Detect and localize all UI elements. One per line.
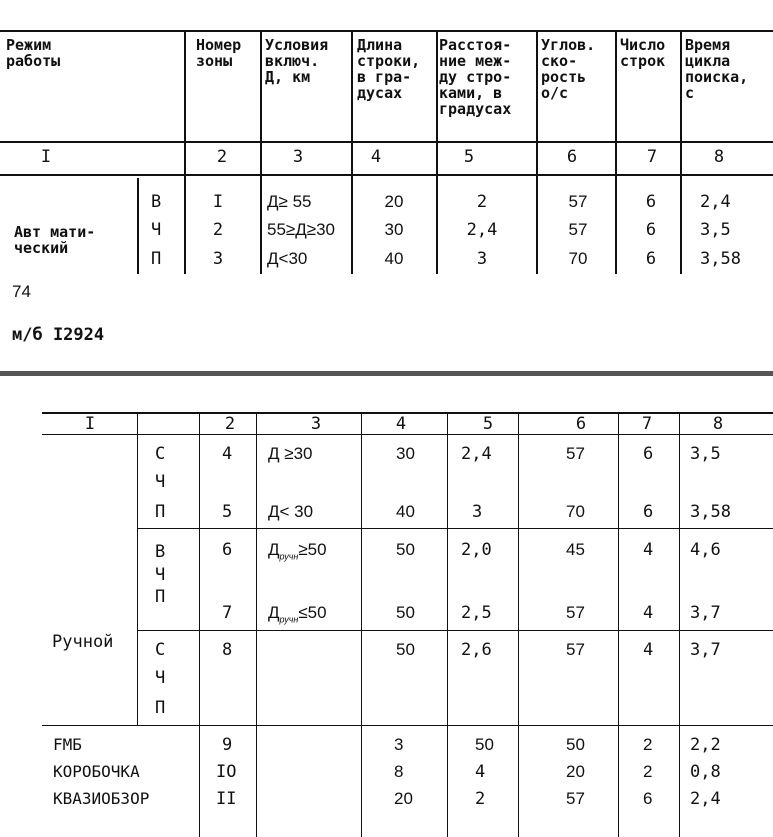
mode-automatic: Авт мати- ческий (14, 223, 96, 257)
zone-cell: IO (216, 762, 237, 782)
length-cell: 40 (384, 249, 404, 268)
subcol-divider (137, 412, 138, 726)
colnum: 8 (712, 414, 724, 434)
header-line-distance: Расстоя- ние меж- ду стро- ками, в градусах (439, 36, 512, 118)
colnum: 4 (370, 147, 382, 167)
subcol-divider (137, 178, 139, 274)
length-cell: 20 (384, 192, 404, 211)
sub-mode: С (155, 444, 166, 464)
col-divider (436, 30, 438, 274)
stamp-text: м/б I2924 (12, 325, 105, 345)
speed-cell: 57 (568, 192, 588, 211)
length-cell: 20 (394, 789, 413, 808)
top-rule (0, 30, 773, 32)
time-cell: 3,7 (690, 603, 721, 623)
length-cell: 50 (396, 640, 415, 659)
lines-cell: 6 (645, 249, 657, 269)
sub-mode: П (151, 249, 162, 269)
colnum: 8 (713, 147, 725, 167)
col-divider (351, 30, 353, 274)
sub-mode: В (155, 542, 166, 562)
zone-cell: 6 (222, 540, 233, 560)
mode-name: FМБ (53, 735, 82, 754)
sub-mode: П (155, 502, 166, 522)
colnum: I (40, 147, 52, 167)
condition-cell: Д≥ 55 (267, 192, 312, 211)
length-cell: 50 (396, 540, 415, 559)
colnum: 2 (216, 147, 228, 167)
zone-cell: 8 (222, 640, 233, 660)
colnum: 6 (566, 147, 578, 167)
colnum: 2 (224, 414, 236, 434)
sub-mode: Ч (155, 472, 166, 492)
mode-manual: Ручной (52, 632, 114, 652)
speed-cell: 57 (566, 789, 585, 808)
colnum: 3 (310, 414, 322, 434)
speed-cell: 57 (566, 603, 585, 622)
distance-cell: 50 (475, 735, 494, 754)
distance-cell: 2,4 (461, 444, 492, 464)
condition-cell: Д< 30 (268, 502, 314, 521)
header-rule (0, 141, 773, 143)
colnum: 4 (395, 414, 407, 434)
lines-cell: 4 (643, 640, 654, 660)
length-cell: 3 (394, 735, 404, 754)
time-cell: 3,5 (700, 220, 731, 240)
distance-cell: 3 (472, 502, 483, 522)
zone-cell: 9 (222, 735, 233, 755)
length-cell: 30 (396, 444, 415, 463)
time-cell: 0,8 (690, 762, 721, 782)
col-divider (536, 30, 538, 274)
lines-cell: 6 (643, 502, 654, 522)
sub-mode: В (151, 192, 162, 212)
col-divider (199, 412, 200, 837)
time-cell: 3,5 (690, 444, 721, 464)
colnum-rule (0, 174, 773, 176)
time-cell: 2,4 (690, 789, 721, 809)
col-divider (256, 412, 257, 837)
distance-cell: 2,6 (461, 640, 492, 660)
speed-cell: 45 (566, 540, 585, 559)
sub-mode: П (155, 698, 166, 718)
distance-cell: 2 (475, 789, 486, 809)
lines-cell: 6 (645, 192, 657, 212)
header-angular-speed: Углов. ско- рость о/с (541, 36, 596, 102)
sub-mode: Ч (155, 668, 166, 688)
colnum: 5 (463, 147, 475, 167)
time-cell: 2,2 (690, 735, 721, 755)
length-cell: 30 (384, 220, 404, 239)
col-divider (680, 30, 682, 274)
zone-cell: 7 (222, 603, 233, 623)
zone-cell: 4 (222, 444, 233, 464)
colnum: 7 (646, 147, 658, 167)
col-divider (615, 30, 617, 274)
length-cell: 50 (396, 603, 415, 622)
condition-cell: Д<30 (267, 249, 308, 268)
distance-cell: 2,4 (466, 220, 498, 240)
header-line-length: Длина строки, в гра- дусах (357, 36, 421, 102)
length-cell: 8 (394, 762, 404, 781)
zone-cell: I (212, 192, 224, 212)
condition-cell: 55≥Д≥30 (267, 220, 335, 239)
zone-cell: 2 (212, 220, 224, 240)
speed-cell: 70 (568, 249, 588, 268)
sub-mode: Ч (151, 220, 162, 240)
condition-cell: $Д_{ручн}\ge 50$ (268, 540, 327, 562)
speed-cell: 57 (566, 444, 585, 463)
col-divider (447, 412, 448, 837)
header-cycle-time: Время цикла поиска, с (685, 36, 749, 102)
col-divider (618, 412, 619, 837)
header-zone: Номер зоны (196, 36, 242, 70)
speed-cell: 20 (566, 762, 585, 781)
colnum: 7 (641, 414, 653, 434)
col-divider (518, 412, 519, 837)
speed-cell: 50 (566, 735, 585, 754)
lines-cell: 2 (643, 762, 653, 781)
zone-cell: 3 (212, 249, 224, 269)
page-separator (0, 371, 773, 376)
lines-cell: 6 (643, 444, 654, 464)
sub-mode: С (155, 640, 166, 660)
sub-mode: П (155, 587, 166, 607)
col-divider (361, 412, 362, 837)
group-rule (137, 528, 773, 529)
condition-cell: Д ≥30 (268, 444, 313, 463)
length-cell: 40 (396, 502, 415, 521)
zone-cell: II (216, 789, 237, 809)
mode-name: КВАЗИОБЗОР (53, 789, 150, 808)
colnum: 6 (575, 414, 587, 434)
distance-cell: 4 (475, 762, 486, 782)
distance-cell: 3 (476, 249, 488, 269)
header-conditions: Условия включ. Д, км (265, 36, 329, 86)
distance-cell: 2,0 (461, 540, 492, 560)
speed-cell: 70 (566, 502, 585, 521)
speed-cell: 57 (568, 220, 588, 239)
colnum: 3 (292, 147, 304, 167)
col-divider (260, 30, 262, 274)
colnum: 5 (482, 414, 494, 434)
group-rule (137, 630, 773, 631)
condition-cell: $Д_{ручн}\le 50$ (268, 603, 327, 625)
colnum-rule (42, 434, 773, 435)
distance-cell: 2 (476, 192, 488, 212)
col-divider (679, 412, 680, 837)
top-rule (42, 412, 773, 414)
time-cell: 4,6 (690, 540, 721, 560)
lines-cell: 6 (645, 220, 657, 240)
zone-cell: 5 (222, 502, 233, 522)
header-line-count: Число строк (620, 36, 666, 70)
lines-cell: 4 (643, 603, 654, 623)
lines-cell: 4 (643, 540, 654, 560)
col-divider (184, 30, 186, 274)
distance-cell: 2,5 (461, 603, 492, 623)
header-mode: Режим работы (6, 36, 61, 70)
colnum: I (84, 414, 96, 434)
time-cell: 3,58 (700, 249, 741, 269)
speed-cell: 57 (566, 640, 585, 659)
sub-mode: Ч (155, 565, 166, 585)
group-rule (42, 725, 773, 726)
mode-name: КОРОБОЧКА (53, 762, 140, 781)
time-cell: 3,58 (690, 502, 731, 522)
page-number: 74 (12, 282, 31, 301)
time-cell: 3,7 (690, 640, 721, 660)
lines-cell: 6 (643, 789, 653, 808)
lines-cell: 2 (643, 735, 653, 754)
time-cell: 2,4 (700, 192, 731, 212)
